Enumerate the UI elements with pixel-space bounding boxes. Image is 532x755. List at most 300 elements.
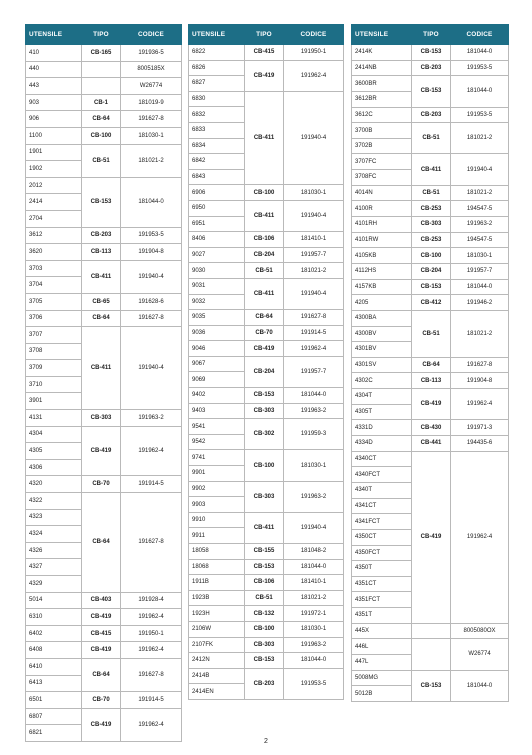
codice-cell: 191914-5 — [121, 476, 182, 493]
utensile-cell: 1901 — [26, 144, 82, 161]
utensile-cell: 4205 — [352, 295, 412, 311]
tipo-cell: CB-153 — [412, 45, 451, 61]
tipo-cell — [412, 639, 451, 670]
tipo-cell — [412, 623, 451, 639]
table-row — [26, 609, 182, 626]
utensile-cell: 4350FCT — [352, 545, 412, 561]
utensile-cell: 2414 — [26, 194, 82, 211]
table-row — [189, 590, 344, 606]
table-row — [189, 278, 344, 294]
codice-cell: 181021-2 — [284, 263, 344, 279]
tipo-cell: CB-415 — [82, 625, 121, 642]
utensile-cell: 6827 — [189, 76, 245, 92]
codice-cell: 191627-8 — [121, 310, 182, 327]
table-row — [26, 310, 182, 327]
codice-cell: 8005185X — [121, 61, 182, 78]
table-row — [352, 107, 509, 123]
utensile-cell: 3710 — [26, 376, 82, 393]
utensile-cell: 4131 — [26, 410, 82, 427]
tipo-cell: CB-302 — [245, 419, 284, 450]
table-row — [189, 325, 344, 341]
tipo-cell: CB-419 — [245, 341, 284, 357]
utensile-cell: 6832 — [189, 107, 245, 123]
tipo-cell: CB-203 — [412, 107, 451, 123]
utensile-cell: 9027 — [189, 247, 245, 263]
table-row — [26, 61, 182, 78]
utensile-cell: 3707FC — [352, 154, 412, 170]
tipo-cell: CB-153 — [412, 76, 451, 107]
codice-cell: 191940-4 — [121, 260, 182, 293]
utensile-cell: 9067 — [189, 356, 245, 372]
table-row — [352, 357, 509, 373]
codice-cell: 191953-5 — [121, 227, 182, 244]
header-utensile: UTENSILE — [26, 25, 82, 45]
utensile-cell: 445X — [352, 623, 412, 639]
codice-cell: 191962-4 — [451, 389, 509, 420]
utensile-cell: 1911B — [189, 575, 245, 591]
utensile-cell: 6951 — [189, 216, 245, 232]
utensile-cell: 4340CT — [352, 451, 412, 467]
utensile-cell: 4302C — [352, 373, 412, 389]
table-row — [352, 436, 509, 452]
tipo-cell: CB-100 — [245, 450, 284, 481]
utensile-cell: 9542 — [189, 434, 245, 450]
utensile-cell: 3612C — [352, 107, 412, 123]
utensile-cell: 6830 — [189, 91, 245, 107]
utensile-cell: 9402 — [189, 388, 245, 404]
utensile-cell: 2414EN — [189, 684, 245, 700]
utensile-cell: 4323 — [26, 509, 82, 526]
tipo-cell: CB-153 — [412, 279, 451, 295]
utensile-cell: 4305T — [352, 404, 412, 420]
codice-cell: 191953-5 — [284, 668, 344, 699]
utensile-cell: 9046 — [189, 341, 245, 357]
utensile-cell: 2414NB — [352, 60, 412, 76]
codice-cell: 8005080OX — [451, 623, 509, 639]
utensile-cell: 9741 — [189, 450, 245, 466]
table-row — [352, 248, 509, 264]
codice-cell: 191963-2 — [451, 217, 509, 233]
page-number: 2 — [264, 738, 268, 745]
utensile-cell: 6310 — [26, 609, 82, 626]
utensile-cell: 2012 — [26, 177, 82, 194]
codice-cell: 191627-8 — [451, 357, 509, 373]
utensile-cell: 410 — [26, 45, 82, 62]
utensile-cell: 4320 — [26, 476, 82, 493]
utensile-cell: 4100R — [352, 201, 412, 217]
codice-cell: 181044-0 — [284, 653, 344, 669]
utensile-cell: 4014N — [352, 185, 412, 201]
table-row — [189, 263, 344, 279]
codice-cell: 191957-7 — [284, 356, 344, 387]
codice-cell: 181030-1 — [451, 248, 509, 264]
tipo-cell: CB-412 — [412, 295, 451, 311]
utensile-cell: 4301BV — [352, 342, 412, 358]
table-row — [26, 692, 182, 709]
table-row — [352, 373, 509, 389]
utensile-cell: 4304T — [352, 389, 412, 405]
codice-cell: 181044-0 — [451, 279, 509, 295]
codice-cell: 181410-1 — [284, 232, 344, 248]
tipo-cell: CB-419 — [245, 60, 284, 91]
table-row — [26, 244, 182, 261]
codice-cell: 191936-5 — [121, 45, 182, 62]
codice-cell: 181044-0 — [451, 76, 509, 107]
utensile-cell: 1100 — [26, 127, 82, 144]
tipo-cell: CB-203 — [82, 227, 121, 244]
tipo-cell: CB-253 — [412, 232, 451, 248]
utensile-cell: 2107FK — [189, 637, 245, 653]
codice-cell: 191627-8 — [284, 310, 344, 326]
utensile-cell: 9541 — [189, 419, 245, 435]
table-row — [189, 512, 344, 528]
header-tipo: TIPO — [412, 25, 451, 45]
table-row — [26, 144, 182, 161]
utensile-cell: 1923H — [189, 606, 245, 622]
codice-cell: 181030-1 — [284, 450, 344, 481]
table-row — [26, 293, 182, 310]
utensile-cell: 3708 — [26, 343, 82, 360]
codice-cell: 194547-5 — [451, 201, 509, 217]
tipo-cell: CB-100 — [245, 621, 284, 637]
codice-cell: 191940-4 — [284, 200, 344, 231]
table-row — [352, 201, 509, 217]
codice-cell: 191627-8 — [121, 493, 182, 593]
utensile-cell: 4300BA — [352, 310, 412, 326]
tool-table-1 — [25, 24, 182, 742]
tipo-cell: CB-106 — [245, 575, 284, 591]
tipo-cell: CB-411 — [82, 260, 121, 293]
utensile-cell: 3707 — [26, 327, 82, 344]
table-row — [189, 341, 344, 357]
utensile-cell: 9911 — [189, 528, 245, 544]
table-row — [26, 426, 182, 443]
tipo-cell: CB-419 — [82, 642, 121, 659]
table-row — [352, 45, 509, 61]
table-row — [26, 708, 182, 725]
tipo-cell: CB-51 — [412, 310, 451, 357]
codice-cell: 194435-6 — [451, 436, 509, 452]
tipo-cell: CB-100 — [245, 185, 284, 201]
utensile-cell: 4351T — [352, 608, 412, 624]
table-row — [189, 60, 344, 76]
tipo-cell: CB-65 — [82, 293, 121, 310]
utensile-cell: 1902 — [26, 161, 82, 178]
utensile-cell: 3620 — [26, 244, 82, 261]
tipo-cell: CB-64 — [412, 357, 451, 373]
codice-cell: 191950-1 — [121, 625, 182, 642]
table-row — [189, 575, 344, 591]
table-row — [189, 356, 344, 372]
table-row — [352, 451, 509, 467]
codice-cell: 191962-4 — [284, 60, 344, 91]
table-row — [26, 327, 182, 344]
tipo-cell: CB-419 — [82, 708, 121, 741]
codice-cell: 191628-6 — [121, 293, 182, 310]
header-codice: CODICE — [284, 25, 344, 45]
utensile-cell: 4334D — [352, 436, 412, 452]
table-row — [352, 154, 509, 170]
table-row — [26, 78, 182, 95]
table-row — [352, 123, 509, 139]
tipo-cell: CB-203 — [245, 668, 284, 699]
table-row — [189, 388, 344, 404]
codice-cell: 181030-1 — [121, 127, 182, 144]
tipo-cell: CB-64 — [82, 658, 121, 691]
codice-cell: 191962-4 — [121, 708, 182, 741]
tipo-cell: CB-132 — [245, 606, 284, 622]
tipo-cell: CB-100 — [82, 127, 121, 144]
table-row — [189, 419, 344, 435]
table-row — [189, 668, 344, 684]
tipo-cell: CB-64 — [82, 111, 121, 128]
tipo-cell: CB-153 — [245, 388, 284, 404]
table-row — [26, 493, 182, 510]
utensile-cell: 5012B — [352, 686, 412, 702]
codice-cell: 191627-8 — [121, 111, 182, 128]
table-row — [189, 544, 344, 560]
codice-cell: 181030-1 — [284, 185, 344, 201]
codice-cell: 191957-7 — [451, 263, 509, 279]
utensile-cell: 9910 — [189, 512, 245, 528]
utensile-cell: 906 — [26, 111, 82, 128]
utensile-cell: 4112HS — [352, 263, 412, 279]
tipo-cell: CB-64 — [82, 310, 121, 327]
codice-cell: 191950-1 — [284, 45, 344, 61]
codice-cell: 181044-0 — [451, 670, 509, 701]
utensile-cell: 9403 — [189, 403, 245, 419]
utensile-cell: 6410 — [26, 658, 82, 675]
table-row — [26, 658, 182, 675]
codice-cell: 191963-2 — [284, 637, 344, 653]
codice-cell: 191962-4 — [121, 609, 182, 626]
utensile-cell: 8406 — [189, 232, 245, 248]
table-row — [352, 639, 509, 655]
codice-cell: 191963-2 — [284, 481, 344, 512]
utensile-cell: 4351FCT — [352, 592, 412, 608]
tipo-cell: CB-204 — [412, 263, 451, 279]
utensile-cell: 3600BR — [352, 76, 412, 92]
header-codice: CODICE — [121, 25, 182, 45]
codice-cell: 191904-8 — [451, 373, 509, 389]
table-row — [189, 450, 344, 466]
codice-cell: W26774 — [451, 639, 509, 670]
codice-cell: 181021-2 — [451, 185, 509, 201]
utensile-cell: 9031 — [189, 278, 245, 294]
codice-cell: 181021-2 — [121, 144, 182, 177]
utensile-cell: 4301SV — [352, 357, 412, 373]
table-row — [189, 310, 344, 326]
utensile-cell: 6843 — [189, 169, 245, 185]
table-row — [189, 606, 344, 622]
utensile-cell: 6402 — [26, 625, 82, 642]
codice-cell: 181021-2 — [451, 123, 509, 154]
table-row — [26, 410, 182, 427]
tipo-cell: CB-165 — [82, 45, 121, 62]
tipo-cell: CB-303 — [245, 637, 284, 653]
utensile-cell: 4341CT — [352, 498, 412, 514]
tipo-cell: CB-51 — [412, 123, 451, 154]
codice-cell: 191963-2 — [121, 410, 182, 427]
codice-cell: 194547-5 — [451, 232, 509, 248]
utensile-cell: 4105KB — [352, 248, 412, 264]
codice-cell: 191928-4 — [121, 592, 182, 609]
utensile-cell: 6842 — [189, 154, 245, 170]
codice-cell: 191962-4 — [284, 341, 344, 357]
utensile-cell: 3901 — [26, 393, 82, 410]
tipo-cell: CB-51 — [245, 263, 284, 279]
utensile-cell: 3703 — [26, 260, 82, 277]
codice-cell: 191914-5 — [284, 325, 344, 341]
codice-cell: 181019-9 — [121, 94, 182, 111]
tipo-cell: CB-70 — [245, 325, 284, 341]
utensile-cell: 3704 — [26, 277, 82, 294]
tipo-cell: CB-51 — [245, 590, 284, 606]
header-codice: CODICE — [451, 25, 509, 45]
codice-cell: 191962-4 — [121, 642, 182, 659]
tipo-cell: CB-419 — [82, 426, 121, 476]
tool-table-3 — [351, 24, 509, 702]
table-row — [26, 476, 182, 493]
tipo-cell: CB-411 — [82, 327, 121, 410]
tipo-cell: CB-419 — [82, 609, 121, 626]
tipo-cell: CB-106 — [245, 232, 284, 248]
utensile-cell: 6826 — [189, 60, 245, 76]
utensile-cell: 440 — [26, 61, 82, 78]
codice-cell: 181021-2 — [284, 590, 344, 606]
tipo-cell: CB-419 — [412, 389, 451, 420]
codice-cell: 191962-4 — [451, 451, 509, 623]
utensile-cell: 6834 — [189, 138, 245, 154]
table-row — [352, 420, 509, 436]
codice-cell: 191946-2 — [451, 295, 509, 311]
table-row — [352, 670, 509, 686]
utensile-cell: 6413 — [26, 675, 82, 692]
codice-cell: 191972-1 — [284, 606, 344, 622]
table-row — [26, 227, 182, 244]
utensile-cell: 4305 — [26, 443, 82, 460]
table-row — [26, 45, 182, 62]
header-tipo: TIPO — [82, 25, 121, 45]
utensile-cell: 6501 — [26, 692, 82, 709]
codice-cell: 181044-0 — [451, 45, 509, 61]
tipo-cell: CB-303 — [82, 410, 121, 427]
utensile-cell: 3612BR — [352, 91, 412, 107]
codice-cell: 181044-0 — [121, 177, 182, 227]
table-row — [26, 111, 182, 128]
codice-cell: 191914-5 — [121, 692, 182, 709]
utensile-cell: 4101RW — [352, 232, 412, 248]
table-row — [352, 60, 509, 76]
tipo-cell: CB-203 — [412, 60, 451, 76]
utensile-cell: 4304 — [26, 426, 82, 443]
table-row — [352, 389, 509, 405]
table-row — [26, 260, 182, 277]
codice-cell: 181030-1 — [284, 621, 344, 637]
utensile-cell: 9901 — [189, 466, 245, 482]
utensile-cell: 4327 — [26, 559, 82, 576]
utensile-cell: 18068 — [189, 559, 245, 575]
table-row — [189, 91, 344, 107]
utensile-cell: 2414K — [352, 45, 412, 61]
table-row — [189, 45, 344, 61]
utensile-cell: 9036 — [189, 325, 245, 341]
codice-cell: 191963-2 — [284, 403, 344, 419]
table-row — [189, 185, 344, 201]
utensile-cell: 4350T — [352, 561, 412, 577]
utensile-cell: 4329 — [26, 576, 82, 593]
tipo-cell: CB-64 — [245, 310, 284, 326]
tipo-cell: CB-1 — [82, 94, 121, 111]
utensile-cell: 3700B — [352, 123, 412, 139]
codice-cell: 191971-3 — [451, 420, 509, 436]
table-row — [26, 127, 182, 144]
utensile-cell: 9035 — [189, 310, 245, 326]
utensile-cell: 4350CT — [352, 529, 412, 545]
tipo-cell: CB-419 — [412, 451, 451, 623]
table-row — [189, 247, 344, 263]
utensile-cell: 4326 — [26, 542, 82, 559]
table-row — [189, 232, 344, 248]
utensile-cell: 6822 — [189, 45, 245, 61]
codice-cell: 191953-5 — [451, 60, 509, 76]
utensile-cell: 3702B — [352, 138, 412, 154]
table-row — [352, 217, 509, 233]
utensile-cell: 1923B — [189, 590, 245, 606]
tipo-cell: CB-411 — [245, 512, 284, 543]
utensile-cell: 2414B — [189, 668, 245, 684]
tipo-cell — [82, 61, 121, 78]
codice-cell: 191959-3 — [284, 419, 344, 450]
codice-cell: 181044-0 — [284, 559, 344, 575]
codice-cell: 191962-4 — [121, 426, 182, 476]
utensile-cell: 2106W — [189, 621, 245, 637]
tipo-cell: CB-113 — [82, 244, 121, 261]
utensile-cell: 9069 — [189, 372, 245, 388]
tipo-cell: CB-411 — [245, 278, 284, 309]
codice-cell: 181410-1 — [284, 575, 344, 591]
codice-cell: 191953-5 — [451, 107, 509, 123]
codice-cell: 191957-7 — [284, 247, 344, 263]
tipo-cell: CB-415 — [245, 45, 284, 61]
table-row — [352, 623, 509, 639]
codice-cell: 181044-0 — [284, 388, 344, 404]
codice-cell: 191940-4 — [284, 91, 344, 185]
codice-cell: 191940-4 — [284, 278, 344, 309]
codice-cell: 191627-8 — [121, 658, 182, 691]
table-row — [189, 200, 344, 216]
utensile-cell: 4300BV — [352, 326, 412, 342]
tipo-cell: CB-70 — [82, 692, 121, 709]
codice-cell: 181048-2 — [284, 544, 344, 560]
codice-cell: 191940-4 — [121, 327, 182, 410]
tipo-cell: CB-51 — [412, 185, 451, 201]
table-row — [26, 177, 182, 194]
utensile-cell: 5008MG — [352, 670, 412, 686]
tipo-cell: CB-64 — [82, 493, 121, 593]
table-row — [189, 403, 344, 419]
header-utensile: UTENSILE — [189, 25, 245, 45]
tipo-cell: CB-411 — [245, 200, 284, 231]
table-row — [189, 621, 344, 637]
utensile-cell: 4322 — [26, 493, 82, 510]
utensile-cell: 903 — [26, 94, 82, 111]
tipo-cell: CB-100 — [412, 248, 451, 264]
utensile-cell: 4324 — [26, 526, 82, 543]
utensile-cell: 3705 — [26, 293, 82, 310]
utensile-cell: 9902 — [189, 481, 245, 497]
tipo-cell: CB-411 — [412, 154, 451, 185]
